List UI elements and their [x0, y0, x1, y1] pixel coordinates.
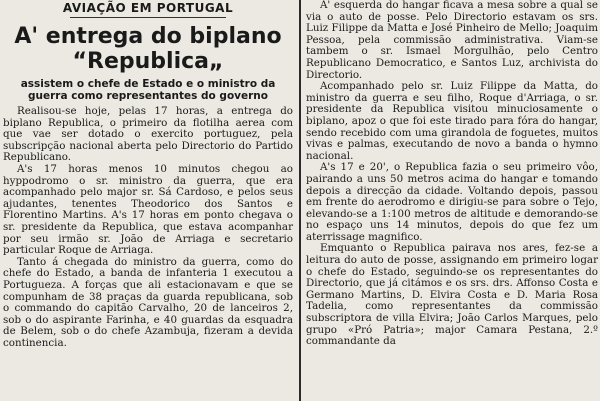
paragraph: A's 17 horas menos 10 minutos chegou ao hyppodromo o sr. ministro da guerra, que era acompanhado pelo major sr. Sá Cardoso, e pelos seus ajudantes, tenentes Theodorico dos Santos e Florentino Martins. A's 17 horas em ponto chegava o sr. presidente da Republica, que estava acompanhar por seu irmão sr. João de Arriaga e secretario particular Roque de Arriaga. — [3, 162, 293, 257]
paragraph: A' esquerda do hangar ficava a mesa sobre a qual se via o auto de posse. Pelo Directorio estavam os srs. Luiz Filippe da Matta e José Pinheiro de Mello; Joaquim Pessoa, pela commissão administrativa. Viam-se tambem o sr. Ismael Morgulhão, pelo Centro Republicano Democratico, e Santos Luz, archivista do Directorio. — [306, 0, 598, 81]
section-header-rule — [70, 17, 226, 18]
paragraph: Acompanhado pelo sr. Luiz Filippe da Matta, do ministro da guerra e seu filho, Roque d'Arriaga, o sr. presidente da Republica visitou minuciosamente o biplano, apoz o que foi este tirado para fóra do hangar, sendo recebido com uma girandola de foguetes, muitos vivas e palmas, executando de novo a banda o hymno nacional. — [306, 80, 598, 162]
paragraph: Emquanto o Republica pairava nos ares, fez-se a leitura do auto de posse, assignando em primeiro logar o chefe do Estado, seguindo-se os representantes do Directorio, que já citámos e os srs. drs. Affonso Costa e Germano Martins, D. Elvira Costa e D. Maria Rosa Tadelia, como representantes da commissão subscriptora de villa Elvira; João Carlos Marques, pelo grupo «Pró Patria»; major Camara Pestana, 2.º commandante da — [306, 242, 598, 348]
headline-line-1: A' entrega do biplano — [14, 24, 282, 49]
section-header: AVIAÇÃO EM PORTUGAL — [62, 1, 234, 15]
subheadline: assistem o chefe de Estado e o ministro da guerra como representantes do governo — [20, 78, 276, 102]
paragraph: Realisou-se hoje, pelas 17 horas, a entrega do biplano Republica, o primeiro da flotilha aerea com que vae ser dotado o exercito portuguez, pela subscripção nacional aberta pelo Directorio do Partido Republicano. — [3, 105, 293, 164]
column-divider — [299, 0, 301, 401]
paragraph: Tanto á chegada do ministro da guerra, como do chefe do Estado, a banda de infanteria 1 executou a Portugueza. A forças que ali estacionavam e que se compunham de 38 praças da guarda republicana, sob o commando do capitão Carvalho, 20 de lanceiros 2, sob o do aspirante Farinha, e 40 guardas da esquadra de Belem, sob o do chefe Azambuja, fizeram a devida continencia. — [3, 255, 293, 349]
right-column — [304, 0, 600, 401]
paragraph: A's 17 e 20', o Republica fazia o seu primeiro vôo, pairando a uns 50 metros acima do hangar e tomando depois a direcção da cidade. Voltando depois, passou em frente do aerodromo e dirigiu-se para sobre o Tejo, elevando-se a 1:100 metros de altitude e demorando-se no espaço uns 14 minutos, depois do que fez um aterrissage magnifico. — [306, 161, 598, 243]
headline-line-2: “Republica„ — [72, 49, 224, 74]
left-column — [0, 0, 296, 401]
